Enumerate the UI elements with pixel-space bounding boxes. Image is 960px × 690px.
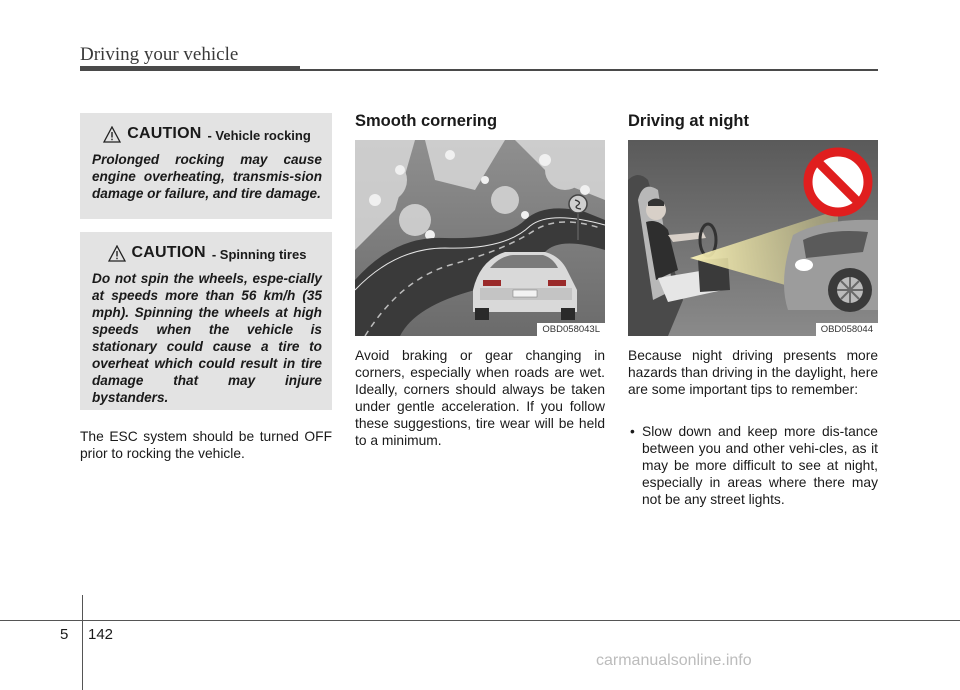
caution-text: Do not spin the wheels, espe-cially at speeds more than 56 km/h (35 mph). Spinning the wheels at high speeds when the vehicle is stationary could cause a tire to overheat which could result in tire damage that may injure bystanders.: [92, 271, 322, 405]
night-intro-text: Because night driving presents more hazards than driving in the daylight, here are some important tips to remember:: [628, 348, 878, 397]
caution-subject: - Spinning tires: [211, 247, 307, 262]
caution-text: Prolonged rocking may cause engine overheating, transmis-sion damage or failure, and tire damage.: [92, 152, 322, 201]
night-driving-illustration: [628, 140, 878, 336]
caution-word: CAUTION: [131, 244, 206, 261]
esc-note: The ESC system should be turned OFF prior to rocking the vehicle.: [80, 429, 332, 461]
night-tips-list: [628, 423, 878, 508]
cornering-text: Avoid braking or gear changing in corners, especially when roads are wet. Ideally, corners should always be taken under gentle acceleration. If you follow these suggestions, tire wear will be held to a minimum.: [355, 348, 605, 448]
watermark: carmanualsonline.info: [596, 652, 752, 669]
caution-heading: [92, 244, 322, 262]
header-rule: [300, 69, 878, 71]
header-bar: [80, 66, 300, 71]
prohibition-icon: [808, 152, 868, 212]
caution-box-spinning-tires: [80, 232, 332, 410]
figure-code: OBD058043L: [537, 323, 605, 336]
cornering-illustration: [355, 140, 605, 336]
footer-divider: [82, 595, 83, 690]
page-number: 142: [88, 626, 114, 643]
caution-word: CAUTION: [127, 125, 202, 142]
warning-triangle-icon: [108, 245, 126, 262]
figure-smooth-cornering: [355, 140, 605, 336]
figure-driving-at-night: [628, 140, 878, 336]
caution-subject: - Vehicle rocking: [207, 128, 311, 143]
heading-smooth-cornering: Smooth cornering: [355, 112, 498, 130]
page-header-title: Driving your vehicle: [80, 44, 239, 65]
caution-heading: [92, 125, 322, 143]
list-item: • Slow down and keep more dis-tance between you and other vehi-cles, as it may be more difficult to see at night, especially in areas where there may not be any street lights.: [628, 423, 878, 508]
figure-code: OBD058044: [816, 323, 878, 336]
warning-triangle-icon: [103, 126, 121, 143]
caution-box-vehicle-rocking: [80, 113, 332, 219]
footer-rule: [0, 620, 960, 621]
heading-driving-at-night: Driving at night: [628, 112, 749, 130]
section-number: 5: [60, 626, 69, 643]
